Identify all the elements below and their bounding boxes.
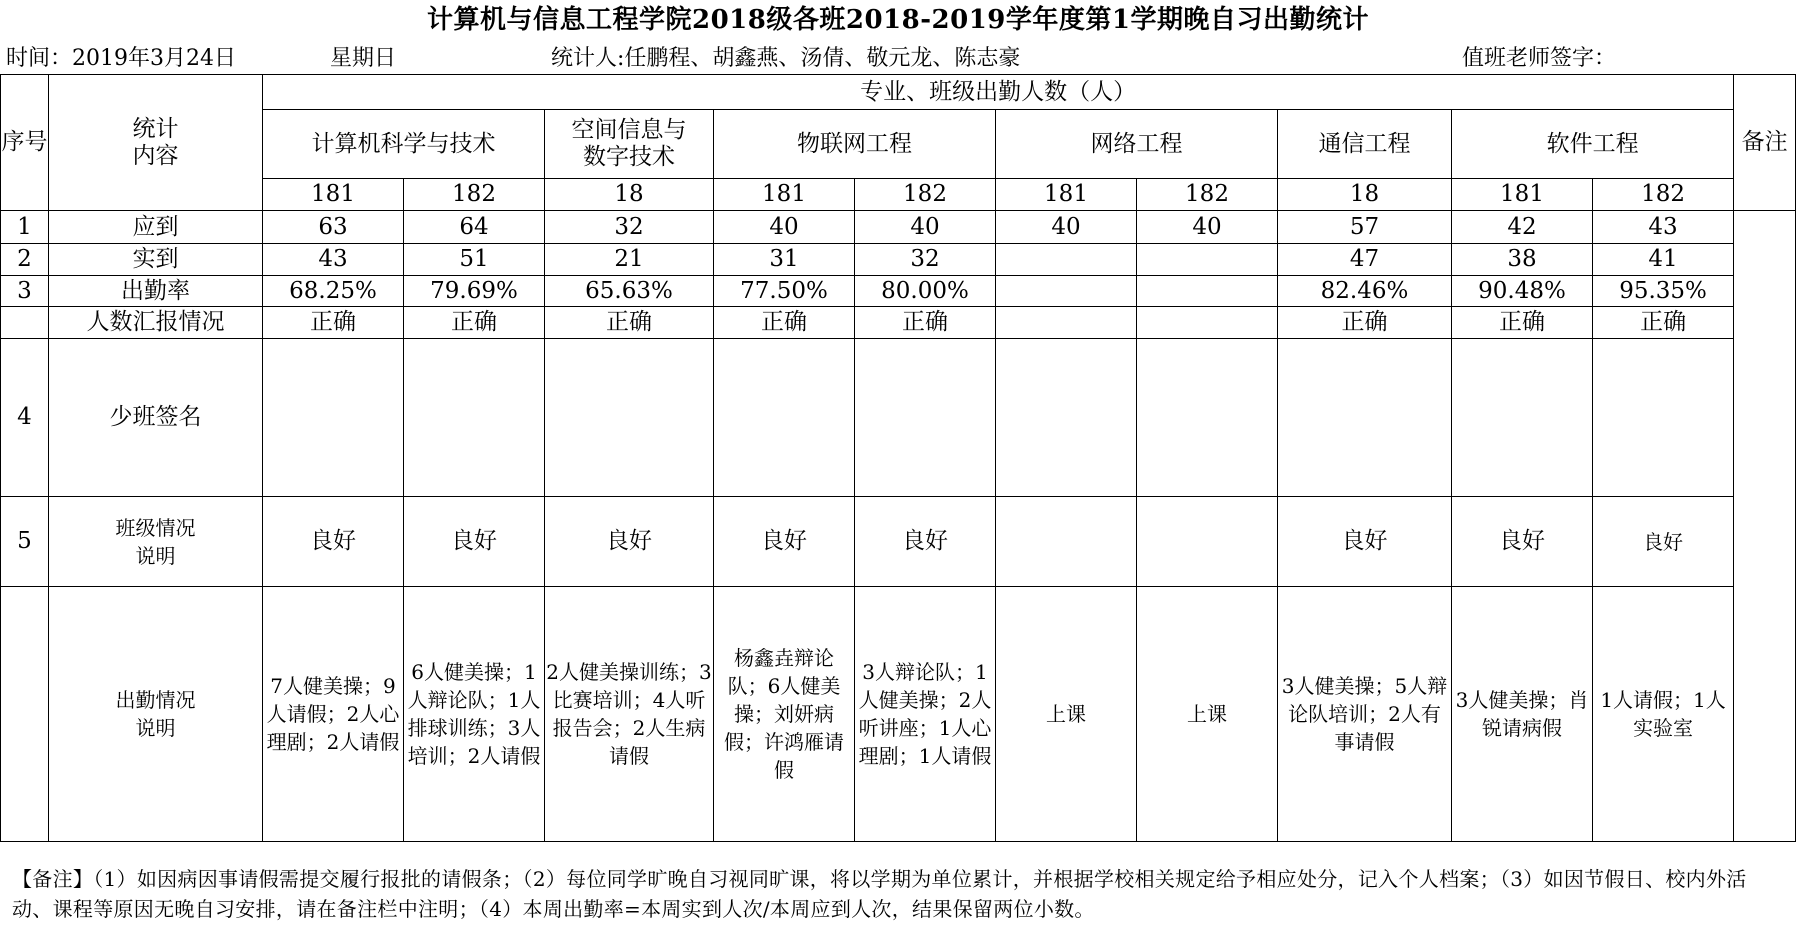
cell: 42 xyxy=(1452,211,1593,244)
note-cell: 上课 xyxy=(996,587,1137,842)
class-header: 18 xyxy=(545,179,714,211)
cell: 31 xyxy=(714,244,855,276)
signature-cell xyxy=(996,339,1137,497)
row-no: 5 xyxy=(1,497,49,587)
class-header: 181 xyxy=(996,179,1137,211)
note-cell: 上课 xyxy=(1137,587,1278,842)
cell: 正确 xyxy=(1593,307,1734,339)
row-no: 2 xyxy=(1,244,49,276)
note-cell: 2人健美操训练；3比赛培训；4人听报告会；2人生病请假 xyxy=(545,587,714,842)
class-header: 182 xyxy=(1593,179,1734,211)
row-label: 人数汇报情况 xyxy=(49,307,263,339)
cell: 32 xyxy=(545,211,714,244)
cell: 68.25% xyxy=(263,276,404,307)
cell: 41 xyxy=(1593,244,1734,276)
cell: 正确 xyxy=(404,307,545,339)
cell: 正确 xyxy=(855,307,996,339)
signature-cell xyxy=(1137,339,1278,497)
note-cell: 3人健美操；肖锐请病假 xyxy=(1452,587,1593,842)
major-header: 网络工程 xyxy=(996,110,1278,179)
row-label: 班级情况 说明 xyxy=(49,497,263,587)
cell: 正确 xyxy=(263,307,404,339)
cell xyxy=(1137,307,1278,339)
row-actual xyxy=(1,244,1796,276)
cell: 良好 xyxy=(1452,497,1593,587)
cell: 良好 xyxy=(714,497,855,587)
cell: 79.69% xyxy=(404,276,545,307)
row-no xyxy=(1,587,49,842)
info-row xyxy=(0,39,1796,73)
cell: 正确 xyxy=(1452,307,1593,339)
cell: 77.50% xyxy=(714,276,855,307)
row-notes xyxy=(1,587,1796,842)
header-content: 统计 内容 xyxy=(49,75,263,211)
cell: 95.35% xyxy=(1593,276,1734,307)
cell xyxy=(996,244,1137,276)
remark-cell xyxy=(1734,211,1796,842)
cell: 90.48% xyxy=(1452,276,1593,307)
cell: 正确 xyxy=(545,307,714,339)
document-title: 计算机与信息工程学院2018级各班2018-2019学年度第1学期晚自习出勤统计 xyxy=(427,5,1369,35)
major-header: 物联网工程 xyxy=(714,110,996,179)
cell: 良好 xyxy=(263,497,404,587)
header-group-title: 专业、班级出勤人数（人） xyxy=(263,75,1734,110)
major-header: 空间信息与 数字技术 xyxy=(545,110,714,179)
cell: 65.63% xyxy=(545,276,714,307)
class-header: 181 xyxy=(714,179,855,211)
cell: 良好 xyxy=(855,497,996,587)
row-label: 少班签名 xyxy=(49,339,263,497)
cell: 正确 xyxy=(714,307,855,339)
row-label: 出勤情况 说明 xyxy=(49,587,263,842)
major-header: 通信工程 xyxy=(1278,110,1452,179)
signature-cell xyxy=(855,339,996,497)
cell: 82.46% xyxy=(1278,276,1452,307)
signature-cell xyxy=(714,339,855,497)
cell xyxy=(1137,497,1278,587)
signature-cell xyxy=(1278,339,1452,497)
note-cell: 1人请假；1人实验室 xyxy=(1593,587,1734,842)
cell: 47 xyxy=(1278,244,1452,276)
cell: 32 xyxy=(855,244,996,276)
cell: 40 xyxy=(1137,211,1278,244)
signature-cell xyxy=(545,339,714,497)
cell: 良好 xyxy=(545,497,714,587)
row-no: 3 xyxy=(1,276,49,307)
cell xyxy=(1137,244,1278,276)
row-no xyxy=(1,307,49,339)
cell: 正确 xyxy=(1278,307,1452,339)
cell: 良好 xyxy=(1278,497,1452,587)
cell: 良好 xyxy=(1593,497,1734,587)
row-label: 应到 xyxy=(49,211,263,244)
cell: 40 xyxy=(855,211,996,244)
cell: 63 xyxy=(263,211,404,244)
cell: 良好 xyxy=(404,497,545,587)
row-no: 1 xyxy=(1,211,49,244)
signature-cell xyxy=(1593,339,1734,497)
attendance-table xyxy=(0,74,1796,842)
class-header: 18 xyxy=(1278,179,1452,211)
row-sign xyxy=(1,339,1796,497)
class-header: 182 xyxy=(404,179,545,211)
note-cell: 7人健美操；9人请假；2人心理剧；2人请假 xyxy=(263,587,404,842)
row-label: 出勤率 xyxy=(49,276,263,307)
cell: 80.00% xyxy=(855,276,996,307)
cell: 51 xyxy=(404,244,545,276)
row-expected xyxy=(1,211,1796,244)
cell xyxy=(996,307,1137,339)
cell xyxy=(996,276,1137,307)
cell: 43 xyxy=(263,244,404,276)
class-header: 181 xyxy=(263,179,404,211)
note-cell: 6人健美操；1人辩论队；1人排球训练；3人培训；2人请假 xyxy=(404,587,545,842)
class-header: 182 xyxy=(855,179,996,211)
footer-remarks: 【备注】（1）如因病因事请假需提交履行报批的请假条；（2）每位同学旷晚自习视同旷课，将以学期为单位累计，并根据学校相关规定给予相应处分，记入个人档案；（3）如因节假日、校内外活动、课程等原因无晚自习安排，请在备注栏中注明；（4）本周出勤率=本周实到人次/本周应到人次，结果保留两位小数。 xyxy=(12,867,1747,921)
cell: 40 xyxy=(714,211,855,244)
cell: 57 xyxy=(1278,211,1452,244)
signature-cell xyxy=(1452,339,1593,497)
signature-cell xyxy=(404,339,545,497)
row-no: 4 xyxy=(1,339,49,497)
class-header: 181 xyxy=(1452,179,1593,211)
header-remark: 备注 xyxy=(1734,75,1796,211)
cell: 21 xyxy=(545,244,714,276)
major-header: 计算机科学与技术 xyxy=(263,110,545,179)
row-rate xyxy=(1,276,1796,307)
class-header: 182 xyxy=(1137,179,1278,211)
counters-text: 统计人:任鹏程、胡鑫燕、汤倩、敬元龙、陈志豪 xyxy=(551,46,1021,71)
cell: 40 xyxy=(996,211,1137,244)
note-cell: 3人辩论队；1人健美操；2人听讲座；1人心理剧；1人请假 xyxy=(855,587,996,842)
cell xyxy=(1137,276,1278,307)
teacher-signature-label: 值班老师签字： xyxy=(1462,46,1617,71)
signature-cell xyxy=(263,339,404,497)
row-report xyxy=(1,307,1796,339)
header-index: 序号 xyxy=(1,75,49,211)
row-status xyxy=(1,497,1796,587)
cell: 38 xyxy=(1452,244,1593,276)
cell: 64 xyxy=(404,211,545,244)
cell: 43 xyxy=(1593,211,1734,244)
note-cell: 杨鑫垚辩论队；6人健美操；刘妍病假；许鸿雁请假 xyxy=(714,587,855,842)
weekday-text: 星期日 xyxy=(330,46,397,71)
major-header: 软件工程 xyxy=(1452,110,1734,179)
row-label: 实到 xyxy=(49,244,263,276)
note-cell: 3人健美操；5人辩论队培训；2人有事请假 xyxy=(1278,587,1452,842)
date-text: 时间：2019年3月24日 xyxy=(6,46,236,71)
cell xyxy=(996,497,1137,587)
